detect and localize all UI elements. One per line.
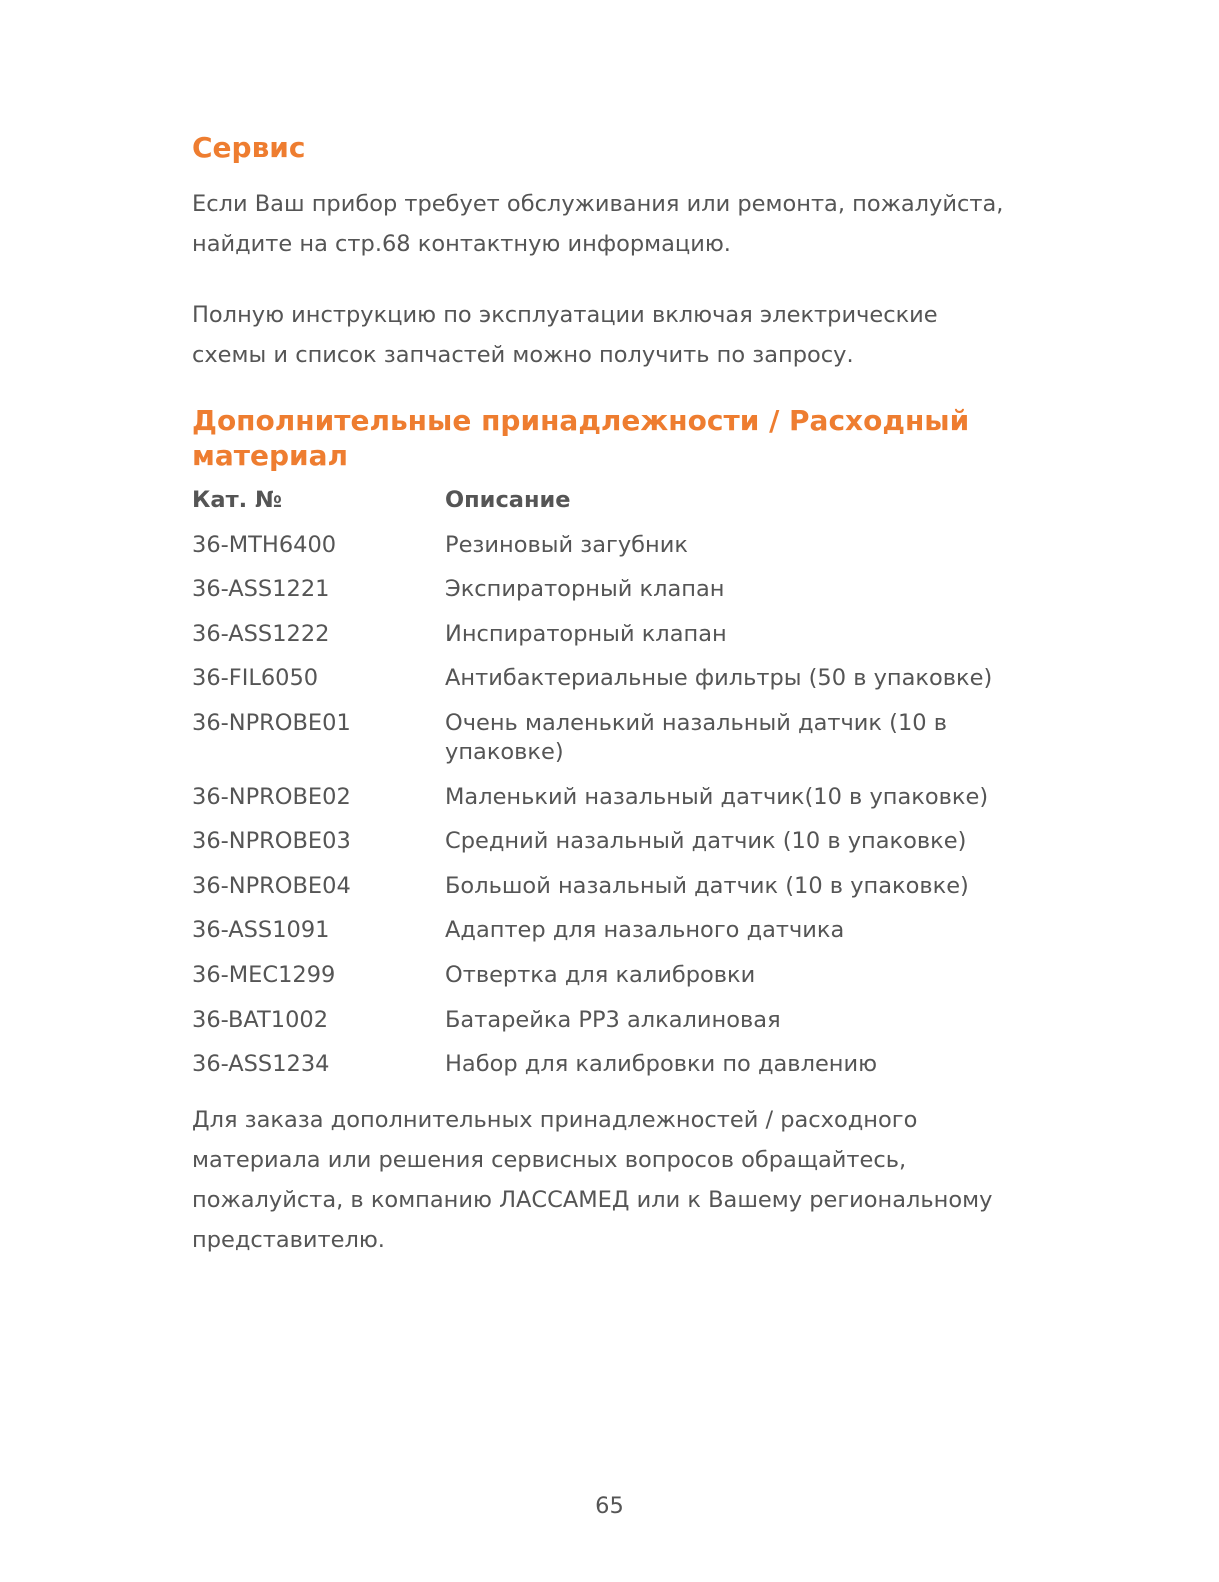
accessories-heading-line-2: материал	[192, 439, 349, 472]
accessories-heading-line-1: Дополнительные принадлежности / Расходный	[192, 404, 970, 437]
table-row	[192, 664, 1052, 693]
cat-number: 36-MEC1299	[192, 961, 336, 988]
item-description: Маленький назальный датчик(10 в упаковке)	[445, 783, 989, 810]
table-row	[192, 872, 1052, 901]
item-description: Резиновый загубник	[445, 531, 688, 558]
table-row	[192, 1006, 1052, 1035]
table-row	[192, 575, 1052, 604]
item-description: Инспираторный клапан	[445, 620, 727, 647]
table-row	[192, 827, 1052, 856]
cat-number: 36-ASS1222	[192, 620, 330, 647]
table-row	[192, 709, 1052, 767]
table-row	[192, 783, 1052, 812]
cat-number: 36-FIL6050	[192, 665, 319, 692]
table-row	[192, 531, 1052, 560]
item-description: Очень маленький назальный датчик (10 в упаковке)	[445, 709, 947, 765]
item-description: Батарейка PP3 алкалиновая	[445, 1006, 781, 1033]
page-number: 65	[595, 1493, 624, 1519]
text-line: материала или решения сервисных вопросов обращайтесь,	[192, 1147, 907, 1173]
column-header-cat: Кат. №	[192, 487, 283, 513]
cat-number: 36-MTH6400	[192, 531, 337, 558]
text-line: найдите на стр.68 контактную информацию.	[192, 231, 731, 257]
text-line: представителю.	[192, 1227, 385, 1253]
item-description: Антибактериальные фильтры (50 в упаковке)	[445, 665, 993, 692]
text-line: пожалуйста, в компанию ЛАССАМЕД или к Вашему региональному	[192, 1187, 993, 1213]
item-description: Большой назальный датчик (10 в упаковке)	[445, 872, 969, 899]
item-description: Экспираторный клапан	[445, 576, 725, 603]
order-info-paragraph	[192, 1100, 992, 1260]
text-line: Полную инструкцию по эксплуатации включая электрические	[192, 302, 938, 328]
cat-number: 36-ASS1091	[192, 917, 330, 944]
column-header-desc: Описание	[445, 487, 571, 513]
table-row	[192, 961, 1052, 990]
table-header-row	[192, 486, 1052, 515]
cat-number: 36-ASS1234	[192, 1051, 330, 1078]
text-line: Для заказа дополнительных принадлежностей / расходного	[192, 1107, 918, 1133]
service-paragraph-2	[192, 295, 938, 375]
accessories-table	[192, 486, 1052, 1095]
item-description: Отвертка для калибровки	[445, 961, 756, 988]
item-description: Средний назальный датчик (10 в упаковке)	[445, 828, 967, 855]
text-line: Если Ваш прибор требует обслуживания или ремонта, пожалуйста,	[192, 191, 1004, 217]
item-description: Набор для калибровки по давлению	[445, 1051, 878, 1078]
table-row	[192, 916, 1052, 945]
table-row	[192, 1050, 1052, 1079]
text-line: схемы и список запчастей можно получить по запросу.	[192, 342, 854, 368]
cat-number: 36-NPROBE02	[192, 783, 351, 810]
service-paragraph-1	[192, 184, 1003, 264]
item-description: Адаптер для назального датчика	[445, 917, 845, 944]
cat-number: 36-NPROBE04	[192, 872, 351, 899]
service-heading: Сервис	[192, 131, 306, 164]
cat-number: 36-NPROBE03	[192, 828, 351, 855]
cat-number: 36-ASS1221	[192, 576, 330, 603]
cat-number: 36-BAT1002	[192, 1006, 329, 1033]
cat-number: 36-NPROBE01	[192, 709, 351, 736]
table-row	[192, 620, 1052, 649]
